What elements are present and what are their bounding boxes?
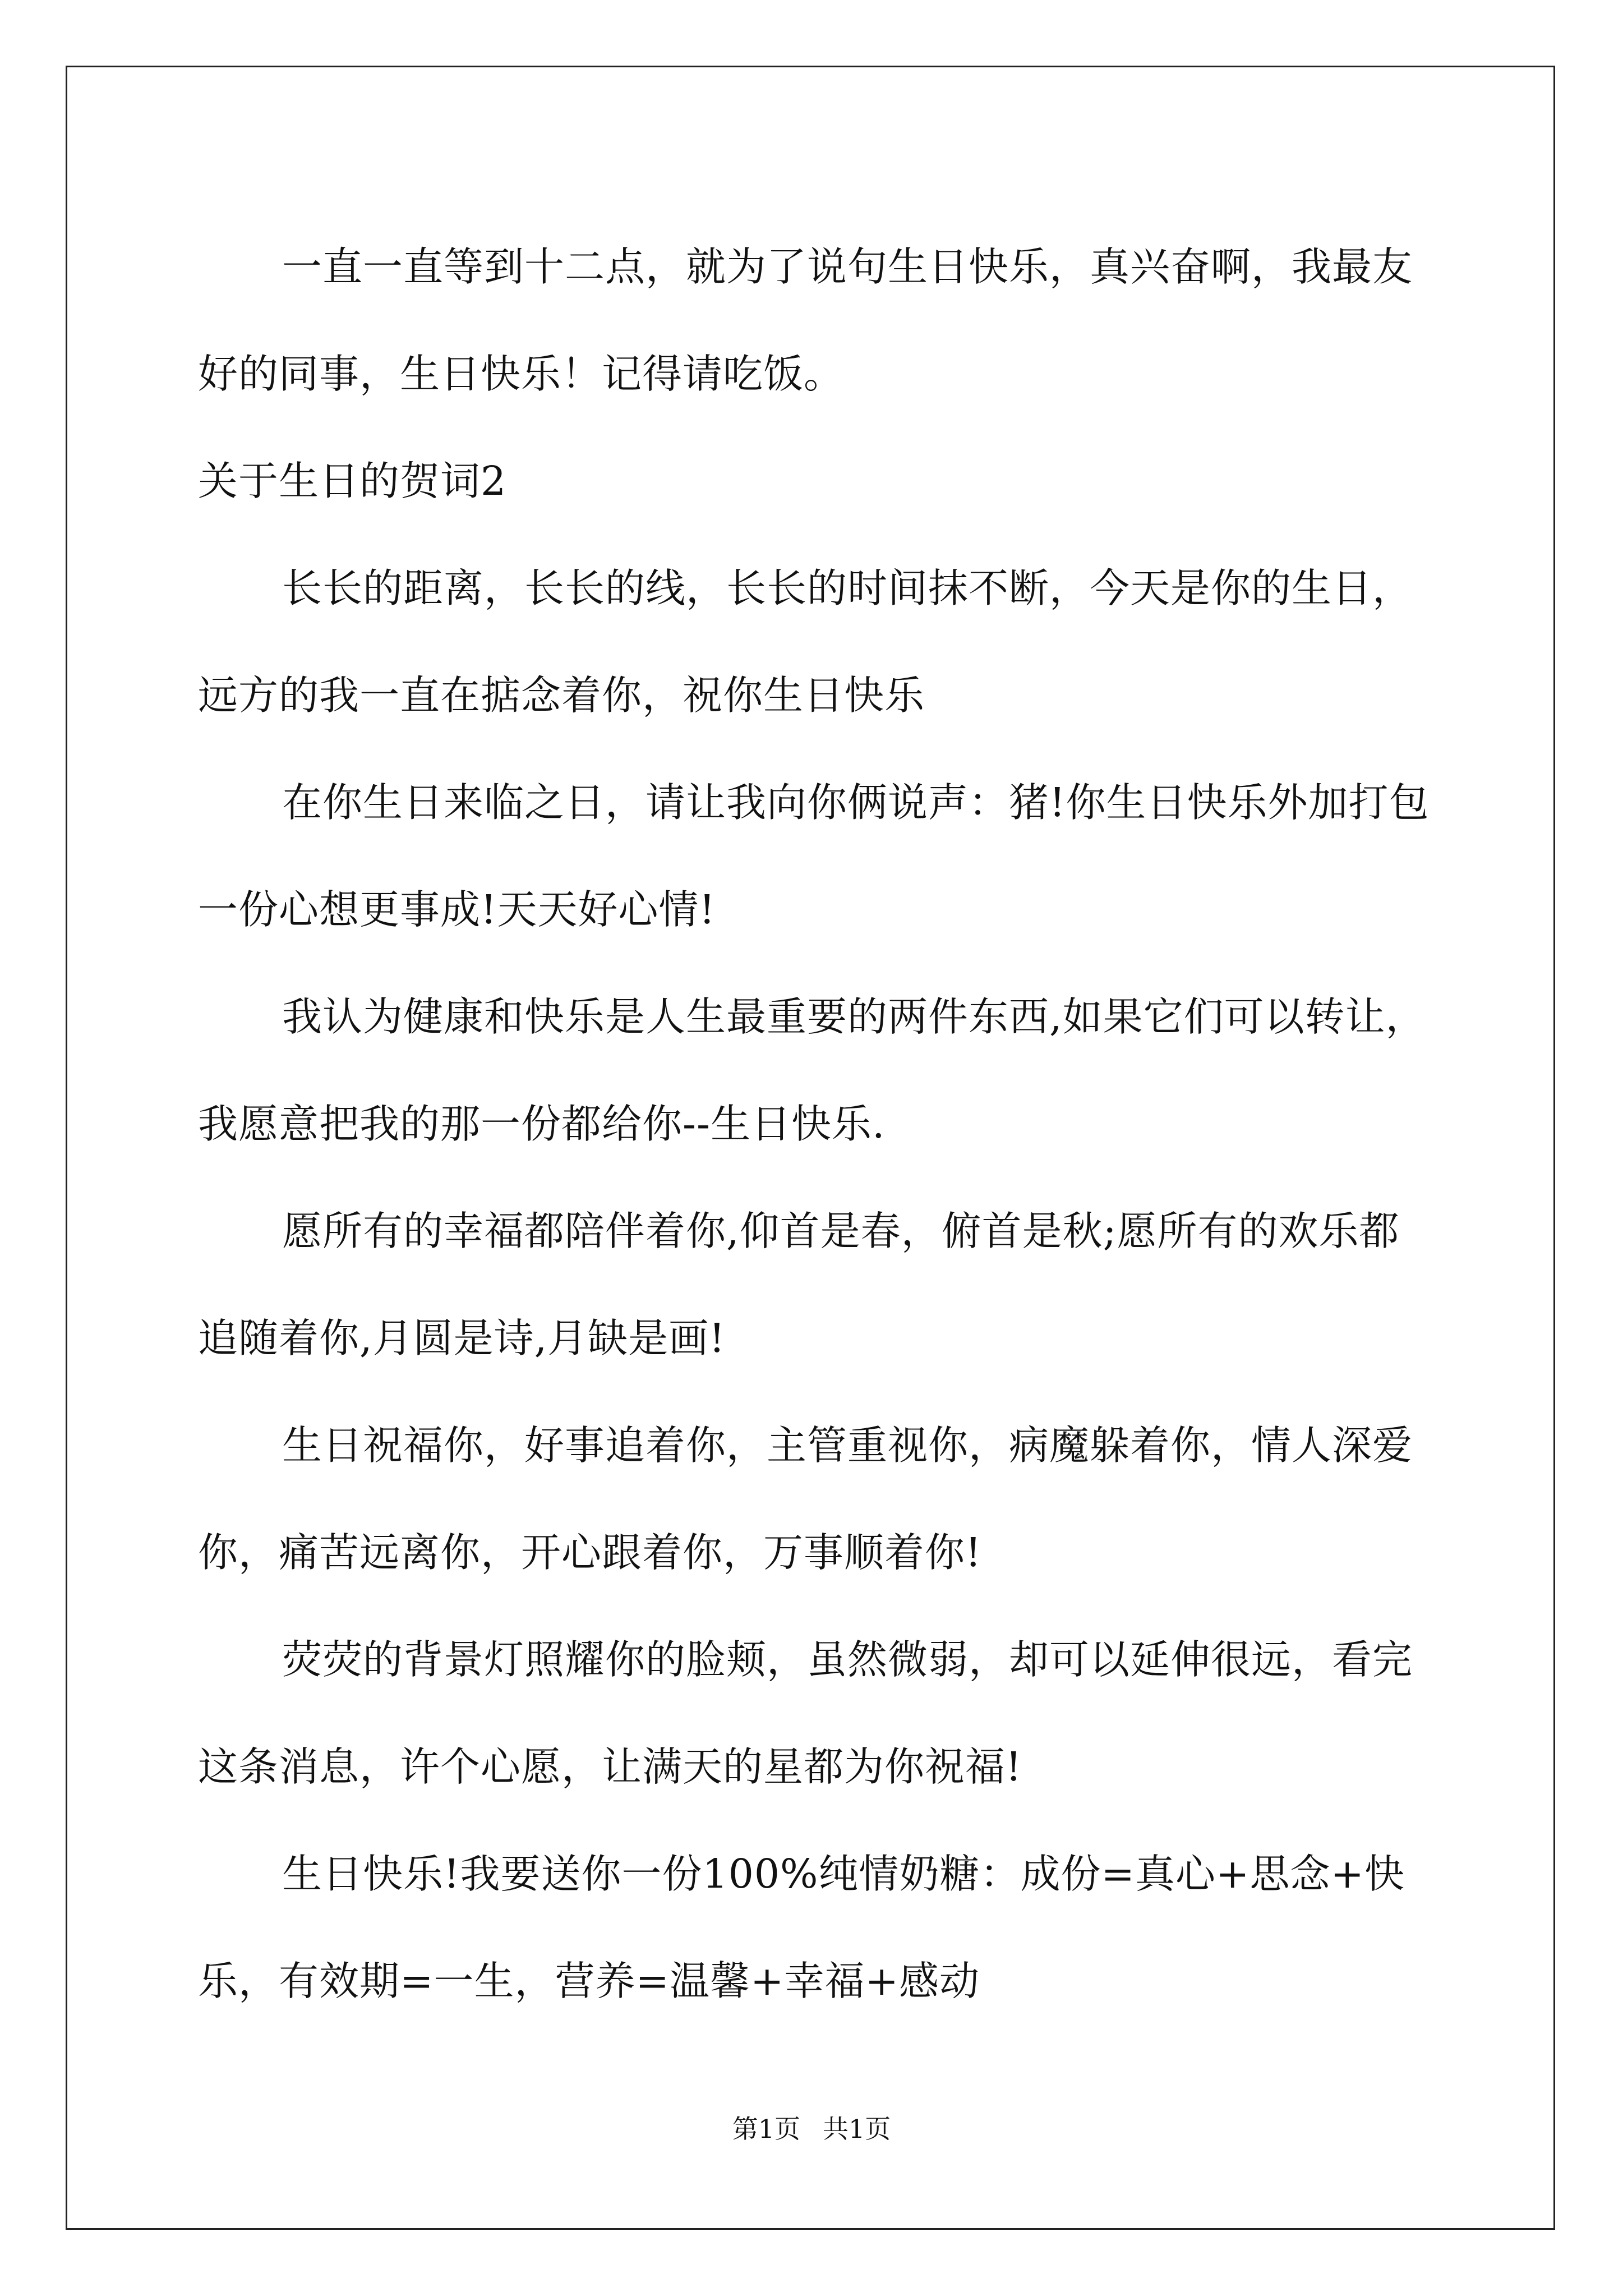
page-number: 第1页 <box>732 2114 800 2144</box>
paragraph-1: 一直一直等到十二点，就为了说句生日快乐，真兴奋啊，我最友好的同事，生日快乐！记得请吃饭。 <box>198 243 1413 397</box>
paragraph-5: 愿所有的幸福都陪伴着你,仰首是春，俯首是秋;愿所有的欢乐都追随着你,月圆是诗,月缺是画! <box>198 1208 1400 1361</box>
section-heading: 关于生日的贺词2 <box>198 458 507 504</box>
paragraph-2: 长长的距离，长长的线，长长的时间抹不断，今天是你的生日，远方的我一直在掂念着你，祝你生日快乐 <box>198 565 1413 719</box>
paragraph-3: 在你生日来临之日，请让我向你俩说声：猪!你生日快乐外加打包一份心想更事成!天天好心情! <box>198 779 1430 933</box>
paragraph-4: 我认为健康和快乐是人生最重要的两件东西,如果它们可以转让，我愿意把我的那一份都给你--生日快乐. <box>198 993 1426 1147</box>
paragraph-8: 生日快乐!我要送你一份100%纯情奶糖：成份=真心+思念+快乐，有效期=一生，营养=温馨+幸福+感动 <box>198 1851 1405 2004</box>
paragraph-7: 荧荧的背景灯照耀你的脸颊，虽然微弱，却可以延伸很远，看完这条消息，许个心愿，让满天的星都为你祝福! <box>198 1636 1413 1790</box>
paragraph-6: 生日祝福你，好事追着你，主管重视你，病魔躲着你，情人深爱你，痛苦远离你，开心跟着你，万事顺着你! <box>198 1422 1413 1576</box>
document-body <box>198 213 1432 2035</box>
page-total: 共1页 <box>823 2114 891 2144</box>
page-footer <box>0 2112 1623 2146</box>
